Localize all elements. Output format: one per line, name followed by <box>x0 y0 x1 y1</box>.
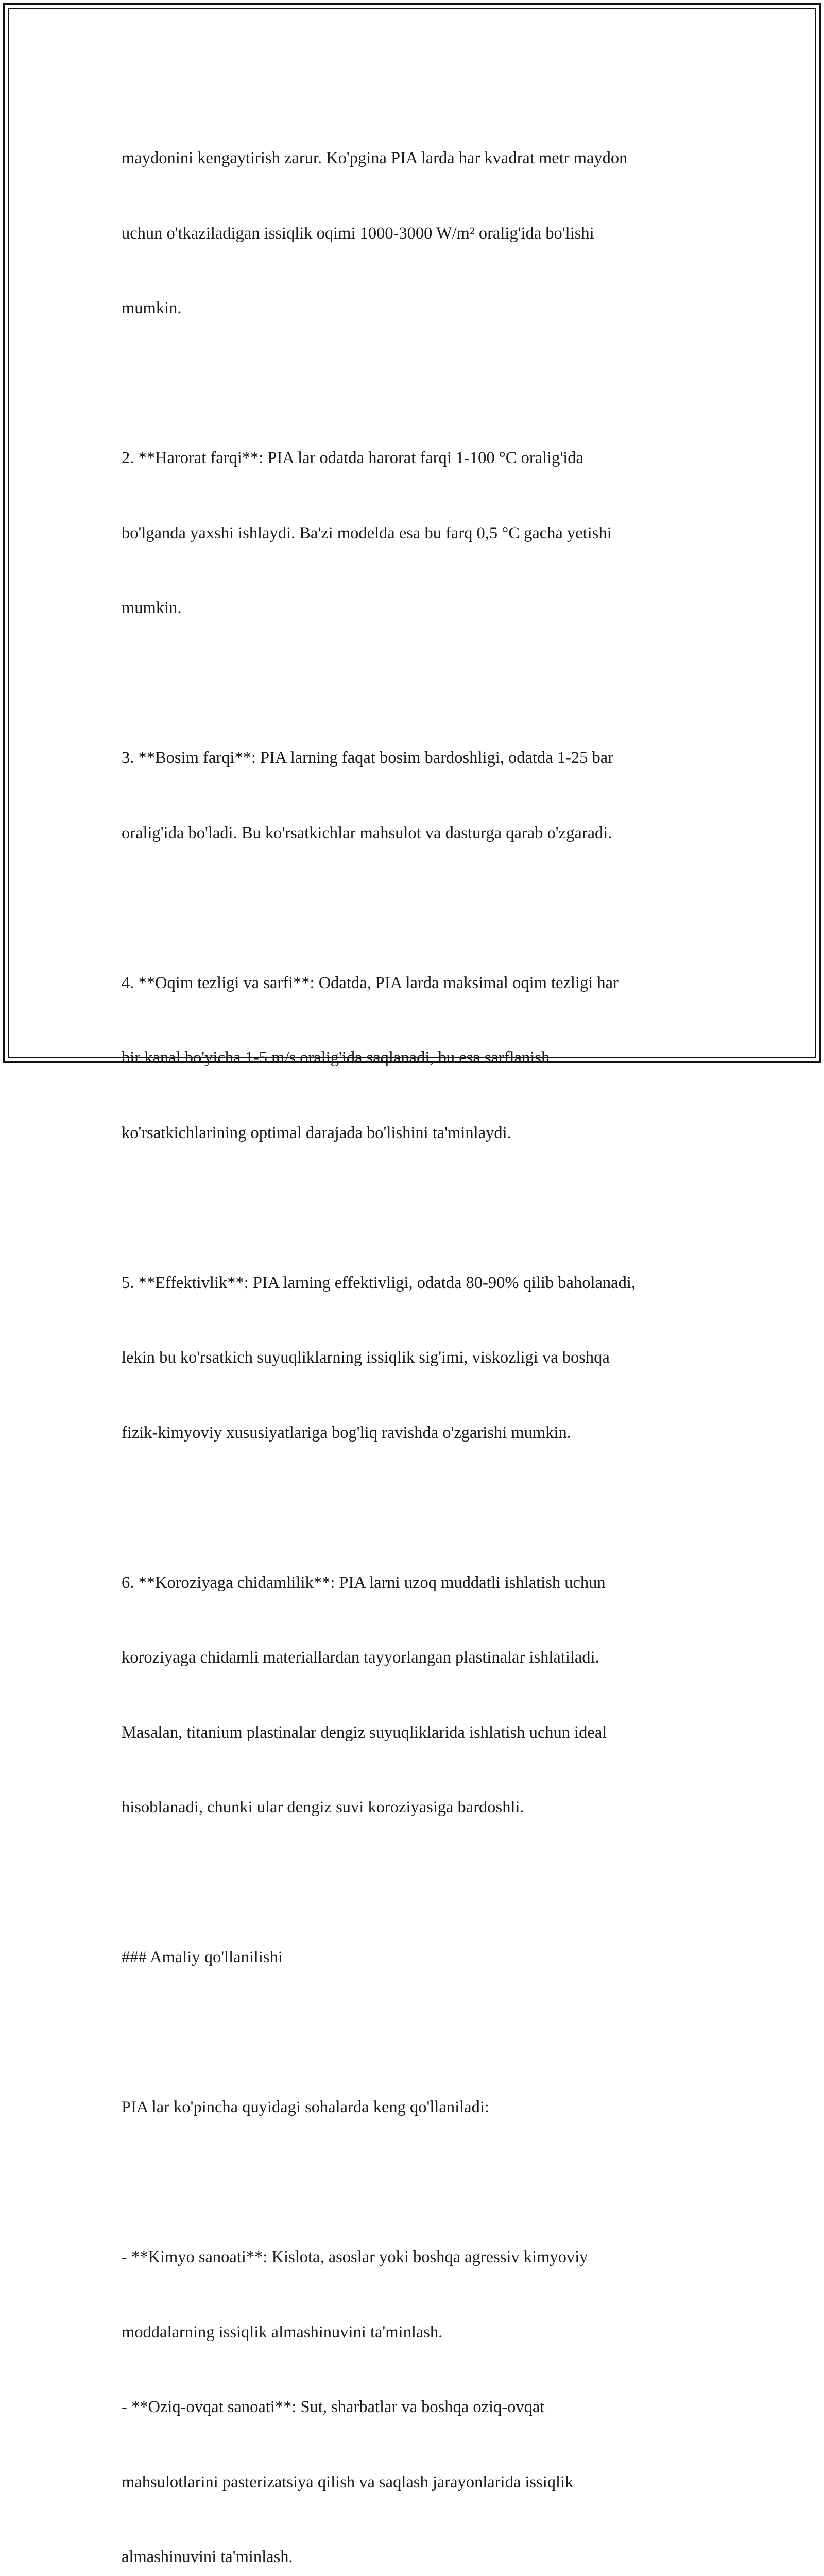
item-harorat-farqi <box>122 396 703 671</box>
text-line: mumkin. <box>122 299 182 317</box>
text-line: maydonini kengaytirish zarur. Ko'pgina PIA larda har kvadrat metr maydon <box>122 149 628 167</box>
text-line: lekin bu ko'rsatkich suyuqliklarning issiqlik sig'imi, viskozligi va boshqa <box>122 1348 610 1367</box>
item-koroziyaga-chidamlilik <box>122 1520 703 1870</box>
text-line: PIA lar ko'pincha quyidagi sohalarda keng qo'llaniladi: <box>122 2098 489 2116</box>
text-line: bo'lganda yaxshi ishlaydi. Ba'zi modelda esa bu farq 0,5 °C gacha yetishi <box>122 523 612 543</box>
list-item-continuation: almashinuvini ta'minlash. <box>122 2548 293 2566</box>
list-item: - **Oziq-ovqat sanoati**: Sut, sharbatlar va boshqa oziq-ovqat <box>122 2398 545 2416</box>
text-line: fizik-kimyoviy xususiyatlariga bog'liq ravishda o'zgarishi mumkin. <box>122 1423 571 1442</box>
list-item: - **Kimyo sanoati**: Kislota, asoslar yoki boshqa agressiv kimyoviy <box>122 2248 588 2266</box>
text-line: 4. **Oqim tezligi va sarfi**: Odatda, PIA larda maksimal oqim tezligi har <box>122 973 619 992</box>
item-effektivlik <box>122 1221 703 1496</box>
text-line: uchun o'tkaziladigan issiqlik oqimi 1000-3000 W/m² oralig'ida bo'lishi <box>122 224 594 243</box>
text-line: oralig'ida bo'ladi. Bu ko'rsatkichlar mahsulot va dasturga qarab o'zgaradi. <box>122 823 612 842</box>
item-oqim-tezligi <box>122 921 703 1196</box>
text-line: mumkin. <box>122 599 182 617</box>
text-line: 6. **Koroziyaga chidamlilik**: PIA larni uzoq muddatli ishlatish uchun <box>122 1573 606 1592</box>
list-item-continuation: moddalarning issiqlik almashinuvini ta'minlash. <box>122 2323 443 2342</box>
item-bosim-farqi <box>122 696 703 895</box>
intro-paragraph <box>122 96 703 371</box>
text-line: hisoblanadi, chunki ular dengiz suvi koroziyasiga bardoshli. <box>122 1798 524 1817</box>
document-body <box>122 96 703 2576</box>
text-line: 3. **Bosim farqi**: PIA larning faqat bosim bardoshligi, odatda 1-25 bar <box>122 749 613 767</box>
section-heading <box>122 1895 703 2020</box>
text-line: 2. **Harorat farqi**: PIA lar odatda harorat farqi 1-100 °C oralig'ida <box>122 449 583 467</box>
text-line: koroziyaga chidamli materiallardan tayyorlangan plastinalar ishlatiladi. <box>122 1648 599 1667</box>
bullet-list <box>122 2195 703 2576</box>
heading-text: ### Amaliy qo'llanilishi <box>122 1948 283 1967</box>
text-line: ko'rsatkichlarining optimal darajada bo'lishini ta'minlaydi. <box>122 1123 511 1142</box>
list-item-continuation: mahsulotlarini pasterizatsiya qilish va saqlash jarayonlarida issiqlik <box>122 2472 574 2492</box>
lead-paragraph <box>122 2045 703 2170</box>
text-line: 5. **Effektivlik**: PIA larning effektivligi, odatda 80-90% qilib baholanadi, <box>122 1273 636 1292</box>
text-line: bir kanal bo'yicha 1-5 m/s oralig'ida saqlanadi, bu esa sarflanish <box>122 1048 550 1067</box>
text-line: Masalan, titanium plastinalar dengiz suyuqliklarida ishlatish uchun ideal <box>122 1723 607 1742</box>
